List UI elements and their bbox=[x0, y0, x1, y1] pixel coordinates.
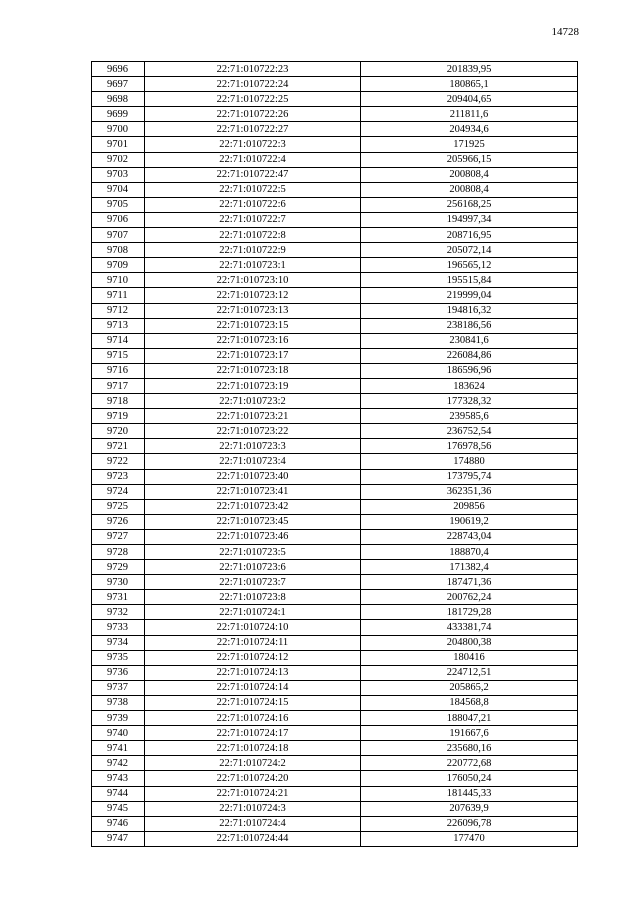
table-row bbox=[92, 771, 578, 786]
value-cell: 433381,74 bbox=[361, 620, 578, 635]
value-cell: 204934,6 bbox=[361, 122, 578, 137]
cadastral-number-cell: 22:71:010723:8 bbox=[145, 590, 361, 605]
value-cell: 224712,51 bbox=[361, 665, 578, 680]
cadastral-number-cell: 22:71:010723:13 bbox=[145, 303, 361, 318]
row-number-cell: 9711 bbox=[92, 288, 145, 303]
table-row bbox=[92, 620, 578, 635]
value-cell: 191667,6 bbox=[361, 726, 578, 741]
value-cell: 230841,6 bbox=[361, 333, 578, 348]
value-cell: 171382,4 bbox=[361, 560, 578, 575]
cadastral-number-cell: 22:71:010722:5 bbox=[145, 182, 361, 197]
cadastral-number-cell: 22:71:010724:13 bbox=[145, 665, 361, 680]
row-number-cell: 9697 bbox=[92, 77, 145, 92]
cadastral-number-cell: 22:71:010723:18 bbox=[145, 363, 361, 378]
table-row bbox=[92, 711, 578, 726]
cadastral-number-cell: 22:71:010722:3 bbox=[145, 137, 361, 152]
cadastral-number-cell: 22:71:010723:3 bbox=[145, 439, 361, 454]
table-row bbox=[92, 545, 578, 560]
table-row bbox=[92, 318, 578, 333]
row-number-cell: 9718 bbox=[92, 394, 145, 409]
cadastral-number-cell: 22:71:010722:26 bbox=[145, 107, 361, 122]
cadastral-number-cell: 22:71:010723:46 bbox=[145, 529, 361, 544]
row-number-cell: 9712 bbox=[92, 303, 145, 318]
value-cell: 177470 bbox=[361, 831, 578, 846]
page-number: 14728 bbox=[551, 26, 579, 38]
table-row bbox=[92, 107, 578, 122]
row-number-cell: 9735 bbox=[92, 650, 145, 665]
row-number-cell: 9702 bbox=[92, 152, 145, 167]
cadastral-number-cell: 22:71:010724:18 bbox=[145, 741, 361, 756]
value-cell: 205966,15 bbox=[361, 152, 578, 167]
row-number-cell: 9738 bbox=[92, 695, 145, 710]
row-number-cell: 9716 bbox=[92, 363, 145, 378]
table-row bbox=[92, 665, 578, 680]
value-cell: 171925 bbox=[361, 137, 578, 152]
row-number-cell: 9744 bbox=[92, 786, 145, 801]
row-number-cell: 9707 bbox=[92, 228, 145, 243]
table-row bbox=[92, 514, 578, 529]
cadastral-number-cell: 22:71:010722:7 bbox=[145, 212, 361, 227]
row-number-cell: 9725 bbox=[92, 499, 145, 514]
row-number-cell: 9709 bbox=[92, 258, 145, 273]
cadastral-number-cell: 22:71:010723:16 bbox=[145, 333, 361, 348]
cadastral-number-cell: 22:71:010723:2 bbox=[145, 394, 361, 409]
row-number-cell: 9728 bbox=[92, 545, 145, 560]
table-row bbox=[92, 333, 578, 348]
cadastral-number-cell: 22:71:010723:22 bbox=[145, 424, 361, 439]
cadastral-number-cell: 22:71:010723:6 bbox=[145, 560, 361, 575]
value-cell: 256168,25 bbox=[361, 197, 578, 212]
table-row bbox=[92, 605, 578, 620]
value-cell: 173795,74 bbox=[361, 469, 578, 484]
cadastral-number-cell: 22:71:010724:15 bbox=[145, 695, 361, 710]
row-number-cell: 9743 bbox=[92, 771, 145, 786]
value-cell: 174880 bbox=[361, 454, 578, 469]
row-number-cell: 9727 bbox=[92, 529, 145, 544]
value-cell: 201839,95 bbox=[361, 62, 578, 77]
row-number-cell: 9719 bbox=[92, 409, 145, 424]
table-row bbox=[92, 197, 578, 212]
row-number-cell: 9746 bbox=[92, 816, 145, 831]
row-number-cell: 9723 bbox=[92, 469, 145, 484]
row-number-cell: 9705 bbox=[92, 197, 145, 212]
cadastral-number-cell: 22:71:010724:2 bbox=[145, 756, 361, 771]
row-number-cell: 9734 bbox=[92, 635, 145, 650]
value-cell: 188870,4 bbox=[361, 545, 578, 560]
value-cell: 239585,6 bbox=[361, 409, 578, 424]
row-number-cell: 9713 bbox=[92, 318, 145, 333]
value-cell: 187471,36 bbox=[361, 575, 578, 590]
row-number-cell: 9729 bbox=[92, 560, 145, 575]
value-cell: 195515,84 bbox=[361, 273, 578, 288]
table-row bbox=[92, 650, 578, 665]
value-cell: 208716,95 bbox=[361, 228, 578, 243]
value-cell: 219999,04 bbox=[361, 288, 578, 303]
value-cell: 226096,78 bbox=[361, 816, 578, 831]
cadastral-number-cell: 22:71:010724:11 bbox=[145, 635, 361, 650]
value-cell: 205072,14 bbox=[361, 243, 578, 258]
table-row bbox=[92, 288, 578, 303]
cadastral-number-cell: 22:71:010723:10 bbox=[145, 273, 361, 288]
row-number-cell: 9724 bbox=[92, 484, 145, 499]
value-cell: 181445,33 bbox=[361, 786, 578, 801]
row-number-cell: 9736 bbox=[92, 665, 145, 680]
row-number-cell: 9730 bbox=[92, 575, 145, 590]
table-row bbox=[92, 560, 578, 575]
value-cell: 180865,1 bbox=[361, 77, 578, 92]
cadastral-number-cell: 22:71:010722:47 bbox=[145, 167, 361, 182]
value-cell: 209856 bbox=[361, 499, 578, 514]
row-number-cell: 9700 bbox=[92, 122, 145, 137]
value-cell: 207639,9 bbox=[361, 801, 578, 816]
row-number-cell: 9698 bbox=[92, 92, 145, 107]
row-number-cell: 9703 bbox=[92, 167, 145, 182]
value-cell: 200808,4 bbox=[361, 167, 578, 182]
table-body bbox=[92, 62, 578, 847]
value-cell: 200762,24 bbox=[361, 590, 578, 605]
table-row bbox=[92, 726, 578, 741]
cadastral-number-cell: 22:71:010724:10 bbox=[145, 620, 361, 635]
value-cell: 196565,12 bbox=[361, 258, 578, 273]
table-row bbox=[92, 575, 578, 590]
table-row bbox=[92, 152, 578, 167]
cadastral-number-cell: 22:71:010722:8 bbox=[145, 228, 361, 243]
row-number-cell: 9742 bbox=[92, 756, 145, 771]
table-row bbox=[92, 756, 578, 771]
row-number-cell: 9701 bbox=[92, 137, 145, 152]
row-number-cell: 9722 bbox=[92, 454, 145, 469]
value-cell: 194997,34 bbox=[361, 212, 578, 227]
cadastral-value-table bbox=[91, 61, 578, 847]
value-cell: 236752,54 bbox=[361, 424, 578, 439]
cadastral-number-cell: 22:71:010723:15 bbox=[145, 318, 361, 333]
value-cell: 228743,04 bbox=[361, 529, 578, 544]
value-cell: 200808,4 bbox=[361, 182, 578, 197]
table-row bbox=[92, 424, 578, 439]
row-number-cell: 9732 bbox=[92, 605, 145, 620]
value-cell: 184568,8 bbox=[361, 695, 578, 710]
row-number-cell: 9745 bbox=[92, 801, 145, 816]
value-cell: 205865,2 bbox=[361, 680, 578, 695]
table-row bbox=[92, 484, 578, 499]
row-number-cell: 9699 bbox=[92, 107, 145, 122]
cadastral-number-cell: 22:71:010724:12 bbox=[145, 650, 361, 665]
cadastral-number-cell: 22:71:010724:1 bbox=[145, 605, 361, 620]
cadastral-number-cell: 22:71:010723:40 bbox=[145, 469, 361, 484]
row-number-cell: 9726 bbox=[92, 514, 145, 529]
cadastral-number-cell: 22:71:010722:25 bbox=[145, 92, 361, 107]
table-row bbox=[92, 590, 578, 605]
row-number-cell: 9708 bbox=[92, 243, 145, 258]
row-number-cell: 9696 bbox=[92, 62, 145, 77]
value-cell: 194816,32 bbox=[361, 303, 578, 318]
row-number-cell: 9740 bbox=[92, 726, 145, 741]
row-number-cell: 9733 bbox=[92, 620, 145, 635]
value-cell: 181729,28 bbox=[361, 605, 578, 620]
cadastral-number-cell: 22:71:010723:21 bbox=[145, 409, 361, 424]
table-row bbox=[92, 499, 578, 514]
value-cell: 211811,6 bbox=[361, 107, 578, 122]
cadastral-number-cell: 22:71:010724:44 bbox=[145, 831, 361, 846]
cadastral-number-cell: 22:71:010722:24 bbox=[145, 77, 361, 92]
cadastral-number-cell: 22:71:010723:45 bbox=[145, 514, 361, 529]
cadastral-number-cell: 22:71:010723:4 bbox=[145, 454, 361, 469]
table-row bbox=[92, 303, 578, 318]
cadastral-number-cell: 22:71:010722:6 bbox=[145, 197, 361, 212]
cadastral-number-cell: 22:71:010722:27 bbox=[145, 122, 361, 137]
value-cell: 176050,24 bbox=[361, 771, 578, 786]
table-row bbox=[92, 394, 578, 409]
cadastral-number-cell: 22:71:010724:20 bbox=[145, 771, 361, 786]
value-cell: 186596,96 bbox=[361, 363, 578, 378]
cadastral-number-cell: 22:71:010723:17 bbox=[145, 348, 361, 363]
table-row bbox=[92, 741, 578, 756]
table-row bbox=[92, 831, 578, 846]
table-row bbox=[92, 786, 578, 801]
table-row bbox=[92, 378, 578, 393]
row-number-cell: 9739 bbox=[92, 711, 145, 726]
row-number-cell: 9737 bbox=[92, 680, 145, 695]
cadastral-number-cell: 22:71:010723:12 bbox=[145, 288, 361, 303]
row-number-cell: 9706 bbox=[92, 212, 145, 227]
cadastral-number-cell: 22:71:010724:14 bbox=[145, 680, 361, 695]
table-row bbox=[92, 77, 578, 92]
cadastral-number-cell: 22:71:010724:4 bbox=[145, 816, 361, 831]
value-cell: 226084,86 bbox=[361, 348, 578, 363]
table-row bbox=[92, 167, 578, 182]
value-cell: 176978,56 bbox=[361, 439, 578, 454]
value-cell: 190619,2 bbox=[361, 514, 578, 529]
row-number-cell: 9704 bbox=[92, 182, 145, 197]
value-cell: 362351,36 bbox=[361, 484, 578, 499]
table-row bbox=[92, 273, 578, 288]
value-cell: 183624 bbox=[361, 378, 578, 393]
cadastral-number-cell: 22:71:010724:3 bbox=[145, 801, 361, 816]
value-cell: 220772,68 bbox=[361, 756, 578, 771]
table-row bbox=[92, 228, 578, 243]
table-row bbox=[92, 816, 578, 831]
row-number-cell: 9710 bbox=[92, 273, 145, 288]
row-number-cell: 9721 bbox=[92, 439, 145, 454]
table-row bbox=[92, 695, 578, 710]
cadastral-number-cell: 22:71:010724:17 bbox=[145, 726, 361, 741]
value-cell: 177328,32 bbox=[361, 394, 578, 409]
row-number-cell: 9715 bbox=[92, 348, 145, 363]
cadastral-number-cell: 22:71:010724:21 bbox=[145, 786, 361, 801]
cadastral-number-cell: 22:71:010723:5 bbox=[145, 545, 361, 560]
row-number-cell: 9717 bbox=[92, 378, 145, 393]
table-row bbox=[92, 680, 578, 695]
table-row bbox=[92, 454, 578, 469]
cadastral-number-cell: 22:71:010722:23 bbox=[145, 62, 361, 77]
table-row bbox=[92, 122, 578, 137]
cadastral-number-cell: 22:71:010723:19 bbox=[145, 378, 361, 393]
table-row bbox=[92, 258, 578, 273]
table-row bbox=[92, 469, 578, 484]
table-row bbox=[92, 529, 578, 544]
value-cell: 204800,38 bbox=[361, 635, 578, 650]
cadastral-number-cell: 22:71:010723:7 bbox=[145, 575, 361, 590]
table-row bbox=[92, 635, 578, 650]
cadastral-number-cell: 22:71:010723:41 bbox=[145, 484, 361, 499]
row-number-cell: 9714 bbox=[92, 333, 145, 348]
row-number-cell: 9741 bbox=[92, 741, 145, 756]
table-row bbox=[92, 439, 578, 454]
value-cell: 209404,65 bbox=[361, 92, 578, 107]
table-row bbox=[92, 212, 578, 227]
cadastral-number-cell: 22:71:010723:42 bbox=[145, 499, 361, 514]
value-cell: 235680,16 bbox=[361, 741, 578, 756]
table-row bbox=[92, 243, 578, 258]
row-number-cell: 9720 bbox=[92, 424, 145, 439]
table-row bbox=[92, 409, 578, 424]
row-number-cell: 9747 bbox=[92, 831, 145, 846]
row-number-cell: 9731 bbox=[92, 590, 145, 605]
table-row bbox=[92, 137, 578, 152]
cadastral-number-cell: 22:71:010724:16 bbox=[145, 711, 361, 726]
value-cell: 180416 bbox=[361, 650, 578, 665]
table-row bbox=[92, 363, 578, 378]
table-row bbox=[92, 182, 578, 197]
value-cell: 188047,21 bbox=[361, 711, 578, 726]
cadastral-number-cell: 22:71:010723:1 bbox=[145, 258, 361, 273]
cadastral-number-cell: 22:71:010722:9 bbox=[145, 243, 361, 258]
cadastral-number-cell: 22:71:010722:4 bbox=[145, 152, 361, 167]
table-row bbox=[92, 348, 578, 363]
table-row bbox=[92, 62, 578, 77]
table-row bbox=[92, 801, 578, 816]
table-row bbox=[92, 92, 578, 107]
value-cell: 238186,56 bbox=[361, 318, 578, 333]
